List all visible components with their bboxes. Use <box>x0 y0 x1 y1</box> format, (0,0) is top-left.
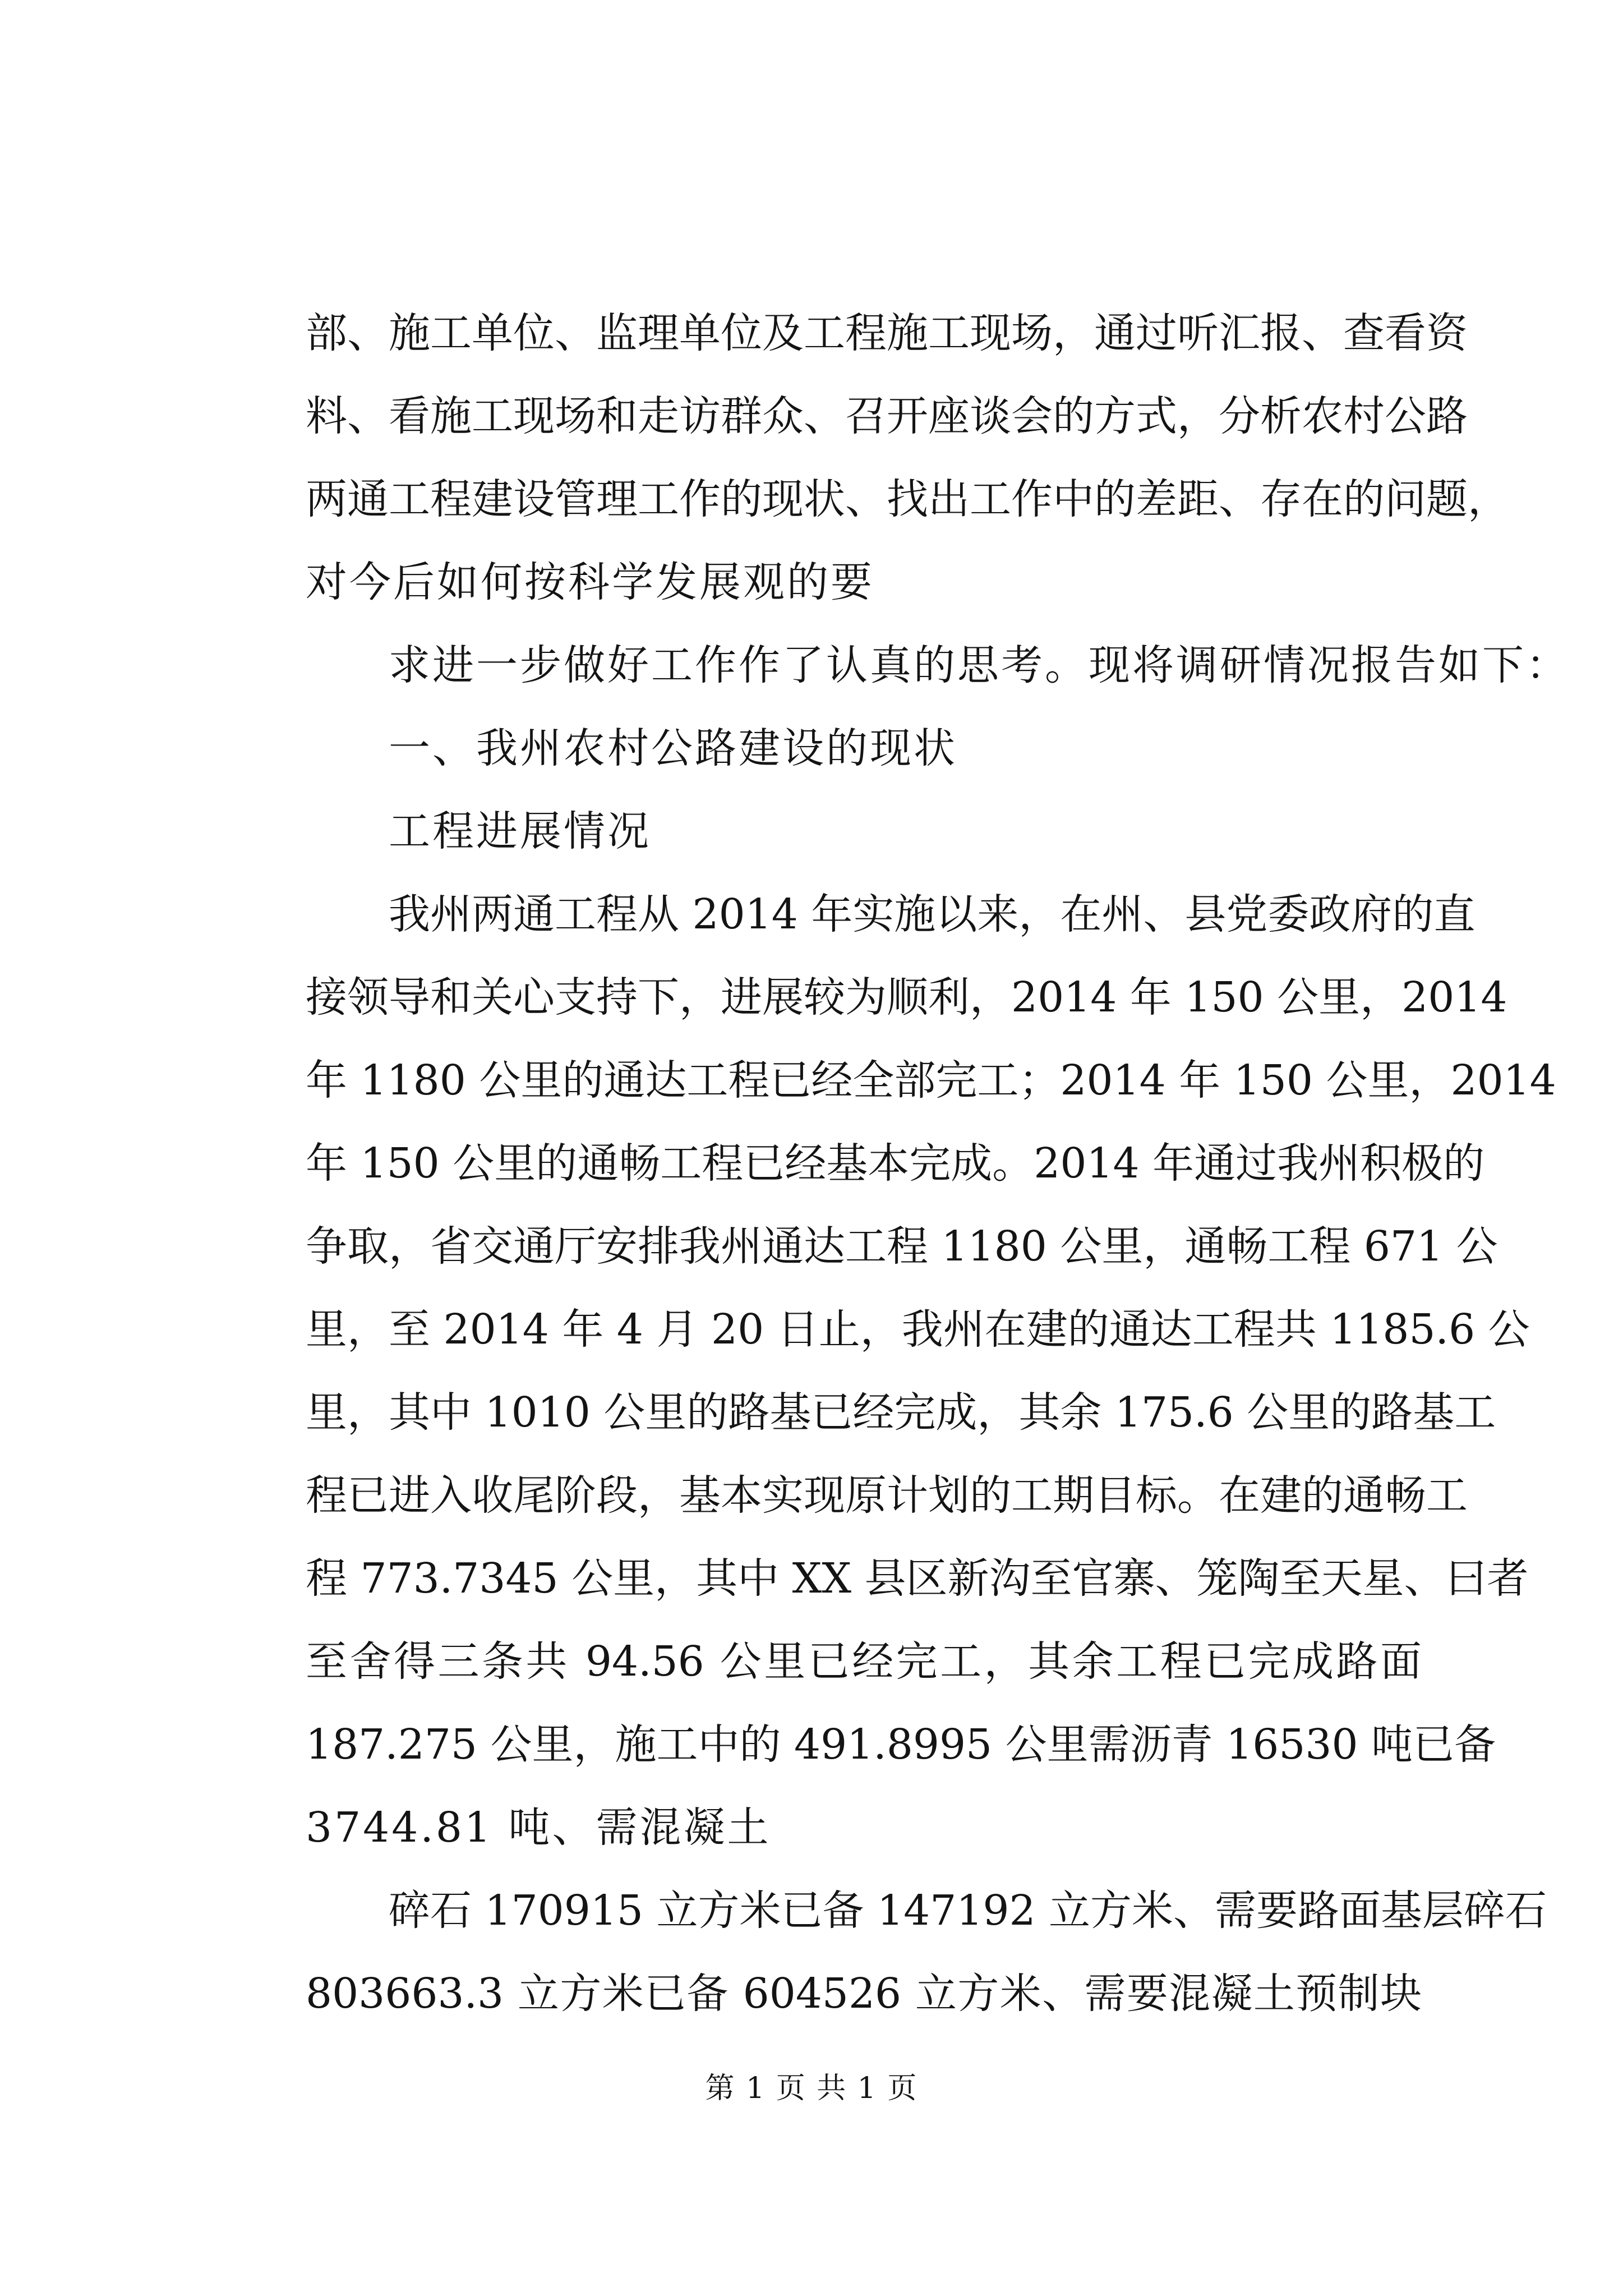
subsection-heading: 工程进展情况 <box>389 807 651 855</box>
paragraph-line: 争取，省交通厅安排我州通达工程 1180 公里，通畅工程 671 公 <box>306 1222 1498 1271</box>
paragraph-line: 187.275 公里，施工中的 491.8995 公里需沥青 16530 吨已备 <box>306 1720 1496 1769</box>
paragraph-line: 803663.3 立方米已备 604526 立方米、需要混凝土预制块 <box>306 1970 1422 2018</box>
paragraph-line: 我州两通工程从 2014 年实施以来，在州、县党委政府的直 <box>389 890 1476 938</box>
paragraph-line: 年 1180 公里的通达工程已经全部完工；2014 年 150 公里，2014 <box>306 1056 1556 1105</box>
paragraph-line: 接领导和关心支持下，进展较为顺利，2014 年 150 公里，2014 <box>306 973 1507 1022</box>
paragraph-line: 年 150 公里的通畅工程已经基本完成。2014 年通过我州积极的 <box>306 1139 1485 1188</box>
paragraph-line: 对今后如何按科学发展观的要 <box>306 558 874 606</box>
paragraph-line: 求进一步做好工作作了认真的思考。现将调研情况报告如下： <box>389 641 1570 689</box>
paragraph-line: 3744.81 吨、需混凝土 <box>306 1803 771 1852</box>
paragraph-line: 至舍得三条共 94.56 公里已经完工，其余工程已完成路面 <box>306 1637 1422 1686</box>
section-heading: 一、我州农村公路建设的现状 <box>389 724 957 772</box>
paragraph-line: 料、看施工现场和走访群众、召开座谈会的方式，分析农村公路 <box>306 392 1468 440</box>
paragraph-line: 里，至 2014 年 4 月 20 日止，我州在建的通达工程共 1185.6 公 <box>306 1305 1530 1354</box>
paragraph-line: 程已进入收尾阶段，基本实现原计划的工期目标。在建的通畅工 <box>306 1471 1468 1520</box>
document-body <box>306 292 1570 2035</box>
paragraph-line: 两通工程建设管理工作的现状、找出工作中的差距、存在的问题， <box>306 475 1509 523</box>
paragraph-line: 里，其中 1010 公里的路基已经完成，其余 175.6 公里的路基工 <box>306 1388 1496 1437</box>
paragraph-line: 程 773.7345 公里，其中 XX 县区新沟至官寨、笼陶至天星、曰者 <box>306 1554 1529 1603</box>
page-footer: 第 1 页 共 1 页 <box>705 2072 918 2105</box>
paragraph-line: 碎石 170915 立方米已备 147192 立方米、需要路面基层碎石 <box>389 1887 1547 1935</box>
paragraph-line: 部、施工单位、监理单位及工程施工现场，通过听汇报、查看资 <box>306 309 1468 357</box>
